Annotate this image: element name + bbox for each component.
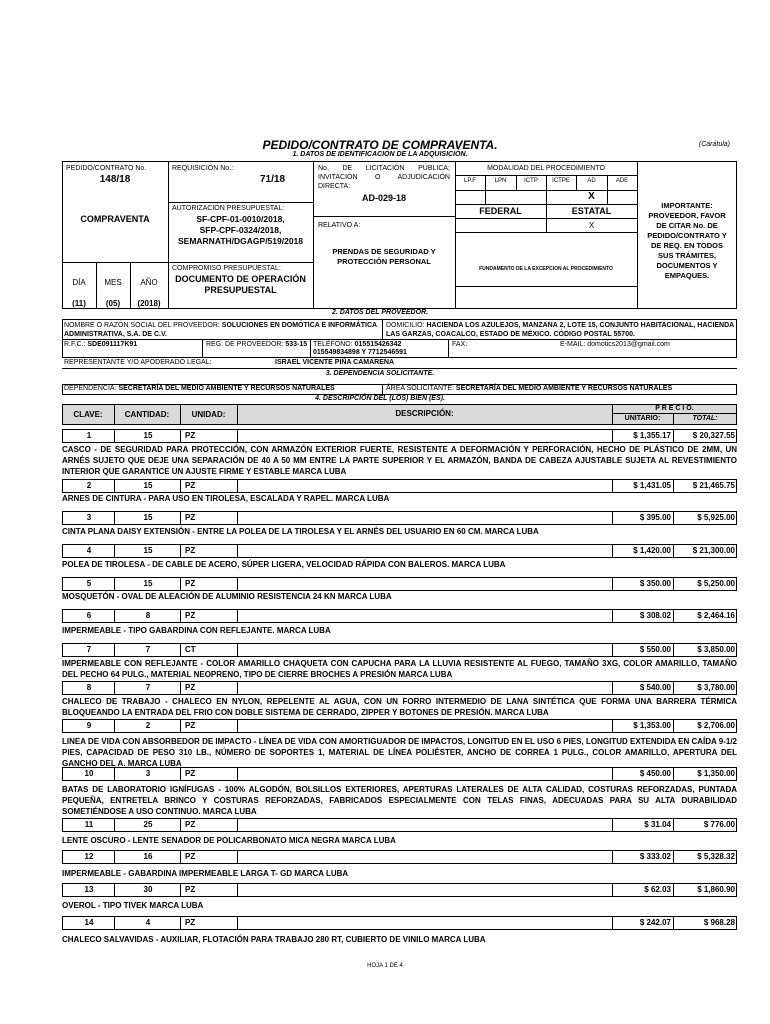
item-row	[62, 850, 737, 864]
item-descripcion: CINTA PLANA DAISY EXTENSIÓN - ENTRE LA POLEA DE LA TIROLESA Y EL ARNÉS DEL USUARIO EN 60 CM. MARCA LUBA	[62, 527, 539, 536]
item-cantidad: 15	[143, 513, 153, 522]
item-unitario: $ 1,355.17	[633, 431, 671, 440]
item-total: $ 21,300.00	[692, 546, 735, 555]
item-row	[62, 577, 737, 591]
item-row	[62, 479, 737, 493]
item-unitario: $ 62.03	[644, 885, 671, 894]
item-unidad: PZ	[185, 683, 196, 692]
proveedor-registro: REG. DE PROVEEDOR: 533-15	[206, 341, 308, 348]
item-descripcion: IMPERMEABLE - GABARDINA IMPERMEABLE LARGA T- GD MARCA LUBA	[62, 869, 349, 878]
proveedor-rfc: R.F.C.: SDE091117K91	[64, 341, 138, 348]
estatal-mark: X	[588, 221, 595, 230]
tipo-compraventa: COMPRAVENTA	[80, 214, 150, 224]
item-total: $ 2,464.16	[697, 611, 735, 620]
item-cantidad: 16	[143, 852, 153, 861]
item-row	[62, 511, 737, 525]
item-unidad: PZ	[185, 513, 196, 522]
dependencia: DEPENDENCIA: SECRETARÍA DEL MEDIO AMBIENTE Y RECURSOS NATURALES	[64, 385, 335, 392]
section-3-heading: 3. DEPENDENCIA SOLICITANTE.	[325, 370, 435, 377]
item-clave: 5	[86, 579, 92, 588]
requisicion-label: REQUISICIÓN No.:	[172, 165, 234, 172]
item-row	[62, 429, 737, 443]
item-unidad: PZ	[185, 820, 196, 829]
item-descripcion: OVEROL - TIPO TIVEK MARCA LUBA	[62, 901, 204, 910]
col-precio: P R E C I O.	[655, 405, 694, 412]
proveedor-name: NOMBRE O RAZÓN SOCIAL DEL PROVEEDOR: SOLUCIONES EN DOMÓTICA E INFORMÁTICA ADMINISTRATIVA, S.A. DE C.V.	[64, 322, 377, 338]
modalidad-lpf: LP.F	[464, 178, 476, 184]
item-unitario: $ 540.00	[639, 683, 671, 692]
section-1-heading: 1. DATOS DE IDENTIFICACIÓN DE LA ADQUISICIÓN.	[292, 151, 468, 158]
section-2-heading: 2. DATOS DEL PROVEEDOR.	[331, 309, 429, 316]
area-solicitante: ÁREA SOLICITANTE: SECRETARÍA DEL MEDIO AMBIENTE Y RECURSOS NATURALES	[386, 385, 673, 392]
item-cantidad: 7	[145, 683, 151, 692]
item-total: $ 5,925.00	[697, 513, 735, 522]
item-total: $ 1,860.90	[697, 885, 735, 894]
item-row	[62, 681, 737, 695]
item-unidad: PZ	[185, 852, 196, 861]
item-unidad: PZ	[185, 885, 196, 894]
item-unidad: PZ	[185, 918, 196, 927]
col-clave: CLAVE:	[73, 410, 103, 419]
item-descripcion: IMPERMEABLE - TIPO GABARDINA CON REFLEJANTE. MARCA LUBA	[62, 626, 331, 635]
item-row	[62, 916, 737, 930]
item-unidad: PZ	[185, 579, 196, 588]
pedido-label: PEDIDO/CONTRATO No.	[66, 165, 147, 172]
item-total: $ 5,250.00	[697, 579, 735, 588]
item-cantidad: 25	[143, 820, 153, 829]
item-total: $ 3,780.00	[697, 683, 735, 692]
representante-name: ISRAEL VICENTE PIÑA CAMARENA	[275, 359, 395, 366]
item-cantidad: 2	[145, 721, 151, 730]
item-clave: 4	[86, 546, 92, 555]
item-total: $ 20,327.55	[692, 431, 735, 440]
federal-label: FEDERAL	[479, 206, 522, 216]
modalidad-ictpe: ICTPE	[552, 178, 570, 184]
item-total: $ 968.28	[703, 918, 735, 927]
item-descripcion: BATAS DE LABORATORIO IGNÍFUGAS - 100% ALGODÓN, BOLSILLOS EXTERIORES, APERTURAS LATERALES DE ALTA CALIDAD, COSTURAS REFORZADAS, PUNTADA PEQUEÑA, ENTRETELA BRINCO Y COSTURAS REFORZADAS, FABRICADOS ESPECIALMENTE CON TELAS FINAS, ADECUADAS PARA SU ALTA DURABILIDAD SOMETIÉNDOSE A USO CONTINUO. MARCA LUBA	[62, 785, 737, 816]
dia-value: (11)	[72, 299, 86, 308]
autorizacion-label: AUTORIZACIÓN PRESUPUESTAL:	[172, 205, 285, 212]
item-unitario: $ 450.00	[639, 769, 671, 778]
importante-note: IMPORTANTE: PROVEEDOR, FAVOR DE CITAR No. DE PEDIDO/CONTRATO Y DE REQ. EN TODOS SUS TRÁMITES, DOCUMENTOS Y EMPAQUES.	[647, 201, 727, 280]
item-total: $ 21,465.75	[692, 481, 735, 490]
item-descripcion: CHALECO DE TRABAJO - CHALECO EN NYLON, REPELENTE AL AGUA, CON UN FORRO INTERMEDIO DE LANA SINTÉTICA QUE FORMA UNA BARRERA TÉRMICA BLOQUEANDO LA ENTRADA DEL FRIO CON DOBLE SISTEMA DE CERRADO, ZIPPER Y BOTONES DE PRESIÓN. MARCA LUBA	[62, 697, 737, 717]
modalidad-ad-mark: X	[588, 191, 595, 202]
licitacion-label: No. DE LICITACIÓN PÚBLICA; INVITACIÓN O ADJUDICACIÓN DIRECTA:	[318, 165, 450, 190]
item-unitario: $ 1,431.05	[633, 481, 671, 490]
item-unidad: PZ	[185, 769, 196, 778]
proveedor-email: E-MAIL: domotics2013@gmail.com	[560, 341, 670, 348]
item-row	[62, 609, 737, 623]
item-total: $ 776.00	[703, 820, 735, 829]
item-clave: 2	[86, 481, 92, 490]
compromiso-label: COMPROMISO PRESUPUESTAL:	[172, 265, 281, 272]
item-total: $ 5,328.32	[697, 852, 735, 861]
item-unitario: $ 350.00	[639, 579, 671, 588]
page-footer: HOJA 1 DE 4	[367, 963, 403, 969]
item-clave: 11	[84, 820, 94, 829]
item-clave: 3	[86, 513, 92, 522]
item-cantidad: 15	[143, 579, 153, 588]
item-cantidad: 7	[145, 645, 151, 654]
item-unidad: PZ	[185, 721, 196, 730]
proveedor-telefono: TELÉFONO: 015515426342 015549834898 Y 7712546591	[313, 341, 407, 356]
item-descripcion: POLEA DE TIROLESA - DE CABLE DE ACERO, SÚPER LIGERA, VELOCIDAD RÁPIDA CON BALEROS. MARCA LUBA	[62, 560, 506, 569]
item-row	[62, 818, 737, 832]
item-clave: 9	[86, 721, 92, 730]
modalidad-label: MODALIDAD DEL PROCEDIMIENTO	[487, 165, 605, 172]
proveedor-domicilio: DOMICILIO: HACIENDA LOS AZULEJOS, MANZANA 2, LOTE 15, CONJUNTO HABITACIONAL, HACIENDA LAS GARZAS, COACALCO, ESTADO DE MÉXICO. CÓDIGO POSTAL 55700.	[386, 322, 734, 338]
item-unitario: $ 31.04	[644, 820, 671, 829]
col-unitario: UNITARIO:	[624, 415, 661, 422]
col-unidad: UNIDAD:	[191, 410, 226, 419]
col-descripcion: DESCRIPCIÓN:	[395, 409, 454, 418]
item-unitario: $ 1,420.00	[633, 546, 671, 555]
item-unitario: $ 242.07	[639, 918, 671, 927]
item-total: $ 3,850.00	[697, 645, 735, 654]
relativo-value: PRENDAS DE SEGURIDAD Y PROTECCIÓN PERSONAL	[332, 247, 436, 266]
item-unidad: PZ	[185, 546, 196, 555]
item-unitario: $ 395.00	[639, 513, 671, 522]
modalidad-lpn: LPN	[494, 178, 507, 184]
representante-label: REPRESENTANTE Y/O APODERADO LEGAL:	[64, 359, 212, 366]
item-unitario: $ 550.00	[639, 645, 671, 654]
mes-value: (05)	[105, 299, 121, 308]
item-cantidad: 15	[143, 546, 153, 555]
item-total: $ 2,706.00	[697, 721, 735, 730]
item-descripcion: LINEA DE VIDA CON ABSORBEDOR DE IMPACTO - LÍNEA DE VIDA CON AMORTIGUADOR DE IMPACTOS, LONGITUD EN EL USO 6 PIES, LONGITUD EXTENDIDA EN CAÍDA 9-1/2 PIES, CAPACIDAD DE PESO 310 LB., NÚMERO DE SOPORTES 1, MATERIAL DE LÍNEA POLIÉSTER, ANCHO DE CORREA 1 PULG., COLOR AMARILLO, APERTURA DEL GANCHO DEL A. MARCA LUBA	[62, 737, 737, 768]
item-cantidad: 15	[143, 481, 153, 490]
page-title: PEDIDO/CONTRATO DE COMPRAVENTA.	[262, 138, 498, 152]
item-clave: 12	[84, 852, 94, 861]
item-cantidad: 15	[143, 431, 153, 440]
item-clave: 1	[86, 431, 92, 440]
modalidad-ictp: ICTP	[524, 178, 538, 184]
item-descripcion: IMPERMEABLE CON REFLEJANTE - COLOR AMARILLO CHAQUETA CON CAPUCHA PARA LA LLUVIA RESISTENTE AL FUEGO, TAMAÑO 3XG, COLOR AMARILLO, TAMAÑO DEL PECHO 64 PULG., MATERIAL NEOPRENO, TIPO DE CIERRE BROCHES A PRESIÓN MARCA LUBA	[62, 659, 737, 679]
item-unidad: CT	[185, 645, 196, 654]
pedido-number: 148/18	[99, 174, 131, 185]
item-unidad: PZ	[185, 481, 196, 490]
mes-label: MES	[104, 278, 122, 287]
fundamento-label: FUNDAMENTO DE LA EXCEPCION AL PROCEDIMIENTO	[479, 266, 613, 272]
item-clave: 10	[84, 769, 94, 778]
proveedor-fax: FAX:	[452, 341, 468, 348]
col-cantidad: CANTIDAD:	[124, 410, 170, 419]
item-clave: 14	[84, 918, 94, 927]
caratula-label: (Carátula)	[698, 141, 730, 148]
item-unidad: PZ	[185, 431, 196, 440]
relativo-label: RELATIVO A:	[318, 222, 361, 229]
item-row	[62, 643, 737, 657]
item-cantidad: 3	[145, 769, 151, 778]
item-total: $ 1,350.00	[697, 769, 735, 778]
item-cantidad: 30	[143, 885, 153, 894]
item-unitario: $ 333.02	[639, 852, 671, 861]
modalidad-ade: ADE	[615, 178, 629, 184]
item-row	[62, 544, 737, 558]
item-descripcion: CHALECO SALVAVIDAS - AUXILIAR, FLOTACIÓN PARA TRABAJO 280 RT, CUBIERTO DE VINILO MARCA LUBA	[62, 935, 486, 944]
compromiso-value: DOCUMENTO DE OPERACIÓN PRESUPUESTAL	[175, 274, 306, 295]
dia-label: DÍA	[72, 278, 86, 287]
anio-value: (2018)	[137, 299, 161, 308]
item-row	[62, 719, 737, 733]
item-descripcion: LENTE OSCURO - LENTE SENADOR DE POLICARBONATO MICA NEGRA MARCA LUBA	[62, 836, 396, 845]
col-total: TOTAL:	[692, 415, 718, 422]
licitacion-number: AD-029-18	[361, 193, 407, 203]
item-descripcion: ARNES DE CINTURA - PARA USO EN TIROLESA, ESCALADA Y RAPEL. MARCA LUBA	[62, 494, 390, 503]
anio-label: AÑO	[140, 278, 158, 287]
autorizacion-value: SF-CPF-01-0010/2018, SFP-CPF-0324/2018, SEMARNATH/DGAGP/519/2018	[177, 214, 304, 246]
item-clave: 8	[86, 683, 92, 692]
item-descripcion: MOSQUETÓN - OVAL DE ALEACIÓN DE ALUMINIO RESISTENCIA 24 KN MARCA LUBA	[62, 592, 392, 601]
item-unitario: $ 1,353.00	[633, 721, 671, 730]
item-cantidad: 4	[145, 918, 151, 927]
item-clave: 13	[84, 885, 94, 894]
item-unitario: $ 308.02	[639, 611, 671, 620]
item-cantidad: 8	[145, 611, 151, 620]
item-clave: 6	[86, 611, 92, 620]
section-4-heading: 4. DESCRIPCIÓN DEL (LOS) BIEN (ES).	[315, 395, 445, 402]
item-unidad: PZ	[185, 611, 196, 620]
item-descripcion: CASCO - DE SEGURIDAD PARA PROTECCIÓN, CON ARMAZÓN EXTERIOR FUERTE, RESISTENTE A DEFORMACIÓN Y PERFORACIÓN, HECHO DE PLÁSTICO DE 2MM, UN ARNÉS SUJETO QUE DEJE UNA SEPARACIÓN DE 40 A 50 MM ENTRE LA PARTE SUPERIOR Y EL ARMAZÓN, BANDA DE CABEZA AJUSTABLE SUJETA AL REVESTIMIENTO INTERIOR QUE GARANTICE UN AJUSTE FIRME Y ESTABLE MARCA LUBA	[62, 445, 737, 476]
estatal-label: ESTATAL	[571, 206, 612, 216]
modalidad-ad: AD	[587, 178, 596, 184]
item-row	[62, 883, 737, 897]
item-row	[62, 767, 737, 781]
requisicion-number: 71/18	[260, 174, 286, 185]
item-clave: 7	[86, 645, 92, 654]
